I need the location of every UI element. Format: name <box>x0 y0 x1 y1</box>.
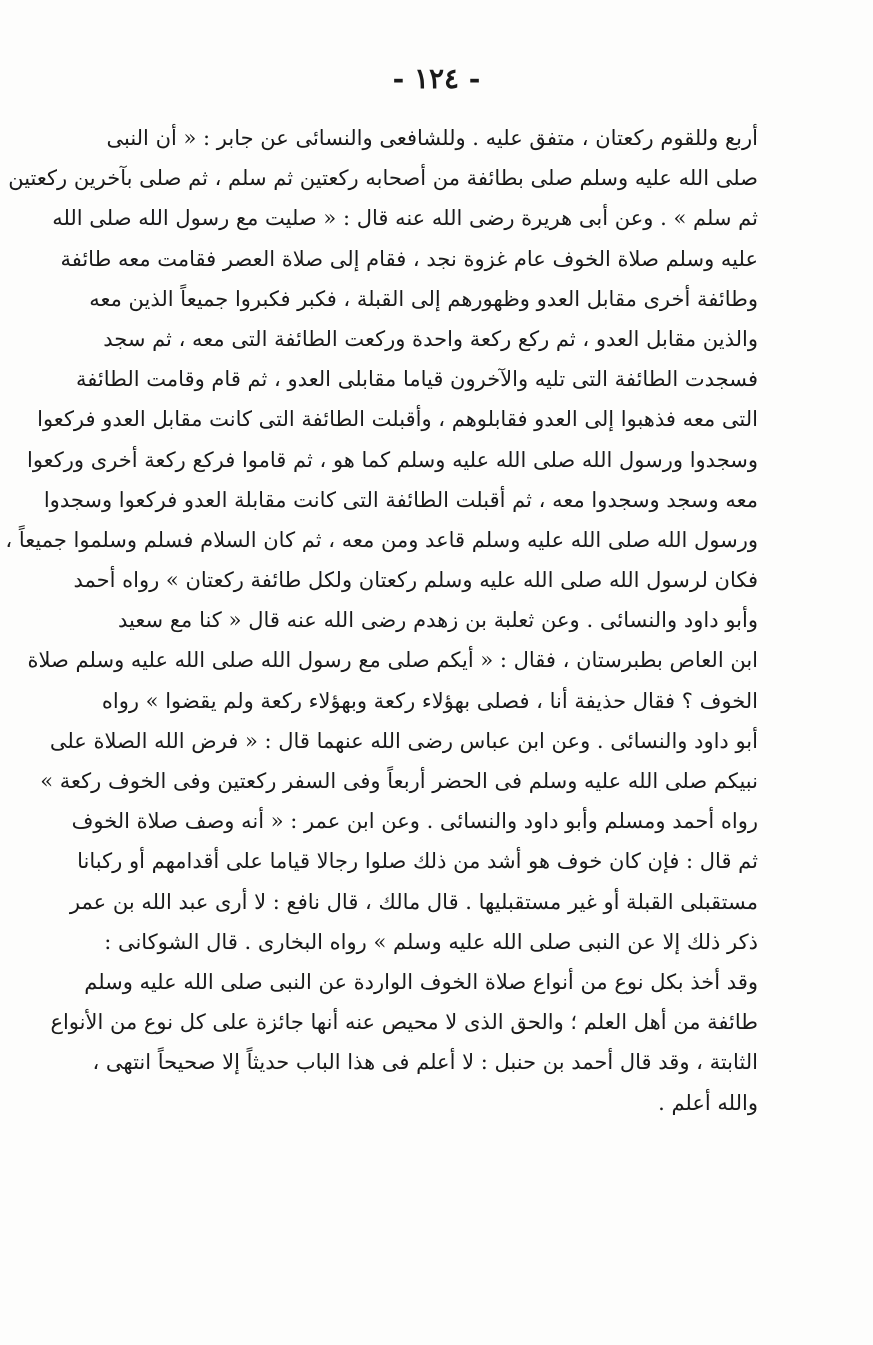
text-line: التى معه فذهبوا إلى العدو فقابلوهم ، وأقبلت الطائفة التى كانت مقابل العدو فركعوا <box>37 407 758 432</box>
text-line: وأبو داود والنسائى . وعن ثعلبة بن زهدم رضى الله عنه قال « كنا مع سعيد <box>118 608 758 633</box>
text-line: صلى الله عليه وسلم صلى بطائفة من أصحابه ركعتين ثم سلم ، ثم صلى بآخرين ركعتين <box>8 166 758 191</box>
text-line: فسجدت الطائفة التى تليه والآخرون قياما مقابلى العدو ، ثم قام وقامت الطائفة <box>76 367 758 392</box>
text-line: معه وسجد وسجدوا معه ، ثم أقبلت الطائفة التى كانت مقابلة العدو فركعوا وسجدوا <box>43 487 758 512</box>
text-line: وقد أخذ بكل نوع من أنواع صلاة الخوف الواردة عن النبى صلى الله عليه وسلم <box>84 969 758 994</box>
text-line: ابن العاص بطبرستان ، فقال : « أيكم صلى مع رسول الله صلى الله عليه وسلم صلاة <box>27 648 758 673</box>
text-line: ورسول الله صلى الله عليه وسلم قاعد ومن معه ، ثم كان السلام فسلم وسلموا جميعاً ، <box>5 527 758 552</box>
text-line: ثم سلم » . وعن أبى هريرة رضى الله عنه قال : « صليت مع رسول الله صلى الله <box>52 206 758 231</box>
text-line: وسجدوا ورسول الله صلى الله عليه وسلم كما هو ، ثم قاموا فركع ركعة أخرى وركعوا <box>26 447 758 472</box>
text-line: أربع وللقوم ركعتان ، متفق عليه . وللشافعى والنسائى عن جابر : « أن النبى <box>106 126 758 150</box>
text-line: ذكر ذلك إلا عن النبى صلى الله عليه وسلم » رواه البخارى . قال الشوكانى : <box>104 929 758 954</box>
text-line: الثابتة ، وقد قال أحمد بن حنبل : لا أعلم فى هذا الباب حديثاً إلا صحيحاً انتهى ، <box>92 1050 758 1075</box>
text-line: رواه أحمد ومسلم وأبو داود والنسائى . وعن ابن عمر : « أنه وصف صلاة الخوف <box>71 809 758 834</box>
text-line: والذين مقابل العدو ، ثم ركع ركعة واحدة وركعت الطائفة التى معه ، ثم سجد <box>103 326 758 351</box>
text-line: وطائفة أخرى مقابل العدو وظهورهم إلى القبلة ، فكبر فكبروا جميعاً الذين معه <box>89 286 758 311</box>
page-number: - ١٢٤ - <box>392 62 481 95</box>
text-line: أبو داود والنسائى . وعن ابن عباس رضى الله عنهما قال : « فرض الله الصلاة على <box>49 728 758 753</box>
text-line: والله أعلم . <box>658 1090 758 1115</box>
text-line: ثم قال : فإن كان خوف هو أشد من ذلك صلوا رجالا قياما على أقدامهم أو ركبانا <box>77 849 758 874</box>
text-line: الخوف ؟ فقال حذيفة أنا ، فصلى بهؤلاء ركعة وبهؤلاء ركعة ولم يقضوا » رواه <box>101 688 758 713</box>
text-line: فكان لرسول الله صلى الله عليه وسلم ركعتان ولكل طائفة ركعتان » رواه أحمد <box>73 568 758 593</box>
text-line: مستقبلى القبلة أو غير مستقبليها . قال مالك ، قال نافع : لا أرى عبد الله بن عمر <box>69 889 758 914</box>
body-text <box>5 118 758 1123</box>
text-line: عليه وسلم صلاة الخوف عام غزوة نجد ، فقام إلى صلاة العصر فقامت معه طائفة <box>60 246 758 271</box>
text-line: طائفة من أهل العلم ؛ والحق الذى لا محيص عنه أنها جائزة على كل نوع من الأنواع <box>50 1010 758 1035</box>
text-line: نبيكم صلى الله عليه وسلم فى الحضر أربعاً وفى السفر ركعتين وفى الخوف ركعة » <box>40 769 758 793</box>
